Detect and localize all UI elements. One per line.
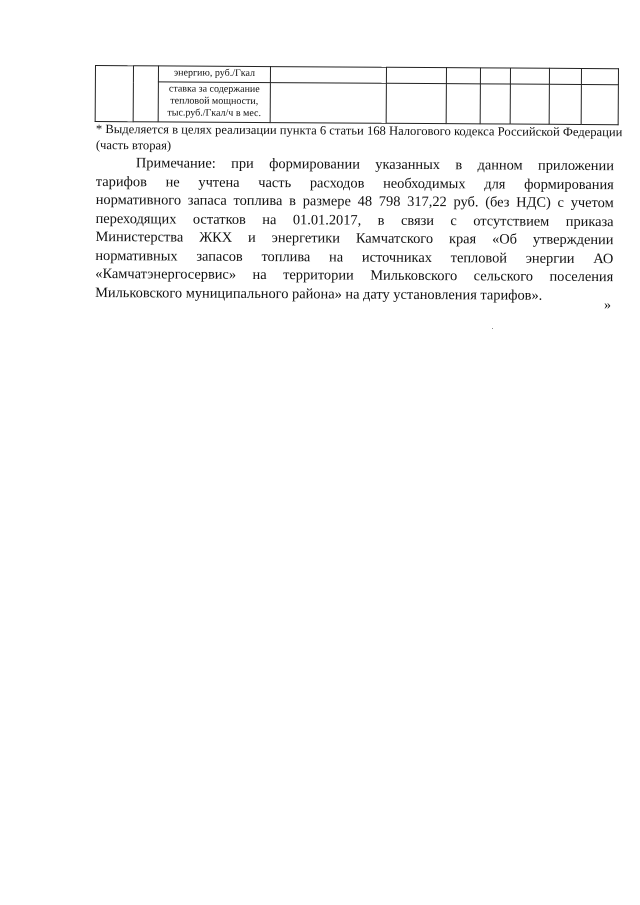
note-line: нормативного запаса топлива в размере 48 798 317,22 руб. (без НДС) с учетом <box>95 191 614 212</box>
table-cell <box>549 68 581 84</box>
table-cell <box>581 84 618 124</box>
tariff-table-fragment <box>95 65 619 125</box>
note-line: тарифов не учтена часть расходов необходимых для формирования <box>95 173 614 193</box>
table-row-label: энергию, руб./Гкал <box>158 66 270 83</box>
table-cell <box>386 83 446 123</box>
table-cell <box>446 84 480 124</box>
table-cell <box>446 68 480 84</box>
table-cell <box>95 66 133 122</box>
note-line: Мильковского муниципального района» на дату установления тарифов». <box>95 284 543 304</box>
table-cell <box>581 68 618 84</box>
note-line: «Камчатэнергосервис» на территории Мильковского сельского поселения <box>95 265 614 286</box>
table-cell <box>510 68 549 84</box>
table-cell <box>133 66 158 122</box>
closing-quote-mark: » <box>604 298 611 313</box>
table-cell <box>510 84 549 124</box>
table-cell <box>480 84 510 124</box>
note-line: переходящих остатков на 01.01.2017, в связи с отсутствием приказа <box>95 210 614 230</box>
table-row <box>95 82 618 125</box>
note-line: нормативных запасов топлива на источниках тепловой энергии АО <box>95 247 614 267</box>
footnote: * Выделяется в целях реализации пункта 6 статьи 168 Налогового кодекса Российской Федерации (часть вторая) <box>95 121 623 153</box>
note-line: Примечание: при формировании указанных в данном приложении <box>135 155 614 175</box>
table-cell <box>480 68 510 84</box>
note-paragraph <box>95 154 614 305</box>
table-cell <box>549 84 581 124</box>
table-cell <box>386 67 446 83</box>
note-line: Министерства ЖКХ и энергетики Камчатского края «Об утверждении <box>95 228 614 249</box>
table-cell <box>270 67 386 84</box>
table-row-label: ставка за содержание тепловой мощности, тыс.руб./Гкал/ч в мес. <box>158 82 270 123</box>
table-cell <box>270 83 386 124</box>
scan-speck <box>492 328 493 329</box>
